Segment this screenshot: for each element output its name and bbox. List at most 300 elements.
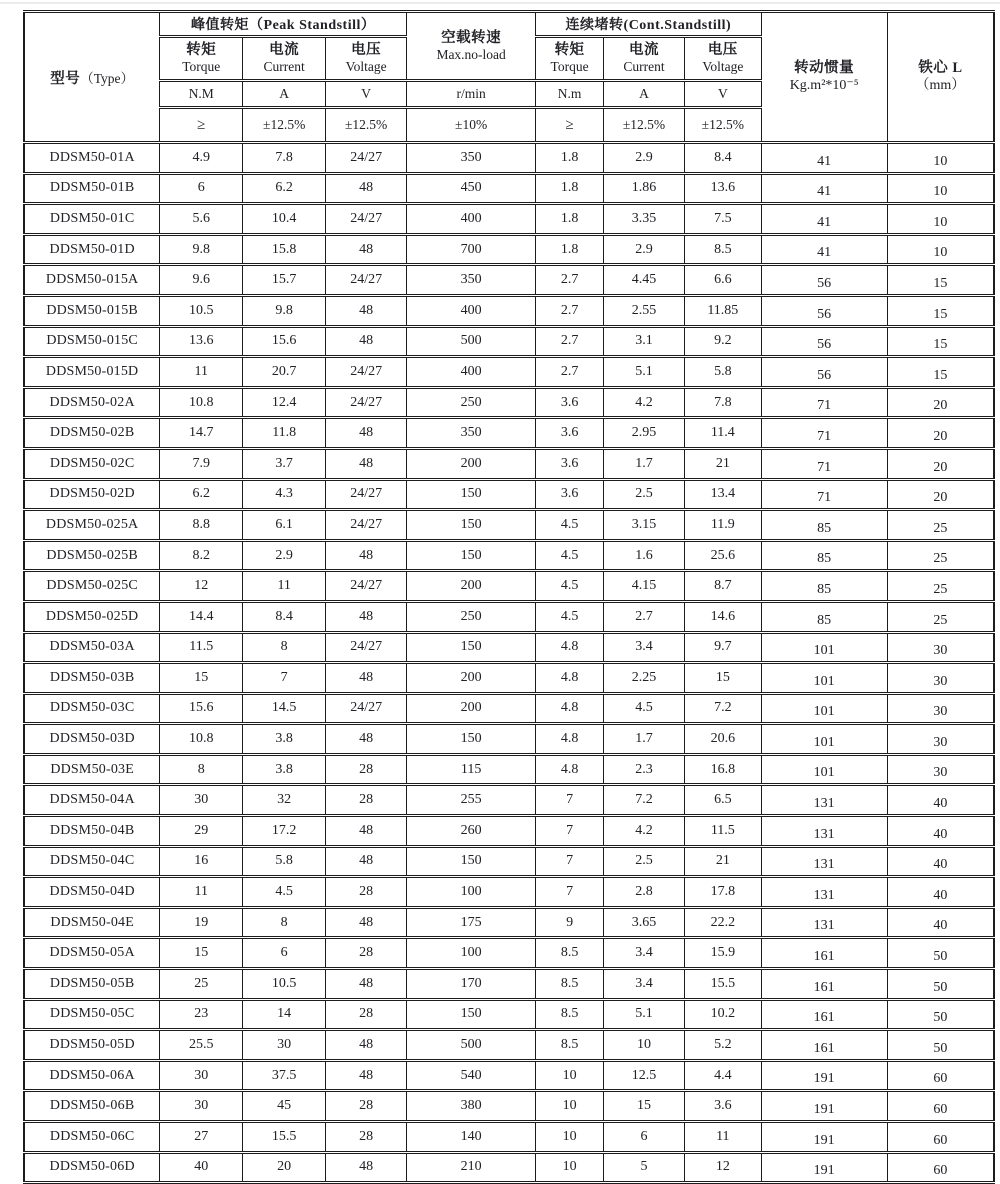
cell-type: DDSM50-01C bbox=[24, 204, 160, 235]
table-row bbox=[24, 387, 994, 418]
cell-peak-current: 4.5 bbox=[243, 877, 326, 908]
cell-core-length: 20 bbox=[887, 448, 994, 479]
cell-noload-speed: 255 bbox=[407, 785, 536, 816]
table-row bbox=[24, 479, 994, 510]
cell-cont-voltage: 16.8 bbox=[685, 754, 762, 785]
cell-peak-current: 2.9 bbox=[243, 540, 326, 571]
cell-cont-voltage: 21 bbox=[685, 448, 762, 479]
cell-inertia: 41 bbox=[761, 173, 887, 204]
cell-peak-current: 8 bbox=[243, 632, 326, 663]
cell-peak-current: 6.2 bbox=[243, 173, 326, 204]
tol-cont-voltage: ±12.5% bbox=[685, 108, 762, 143]
header-peak-torque-cn: 转矩 bbox=[186, 42, 217, 58]
cell-noload-speed: 260 bbox=[407, 816, 536, 847]
cell-peak-voltage: 48 bbox=[326, 418, 407, 449]
cell-noload-speed: 150 bbox=[407, 999, 536, 1030]
cell-inertia: 71 bbox=[761, 387, 887, 418]
cell-inertia: 101 bbox=[761, 632, 887, 663]
cell-noload-speed: 380 bbox=[407, 1091, 536, 1122]
cell-cont-torque: 4.5 bbox=[536, 540, 604, 571]
cell-inertia: 85 bbox=[761, 571, 887, 602]
cell-peak-current: 11.8 bbox=[243, 418, 326, 449]
cell-peak-current: 4.3 bbox=[243, 479, 326, 510]
cell-cont-current: 4.45 bbox=[604, 265, 685, 296]
cell-cont-current: 2.9 bbox=[604, 143, 685, 174]
table-row bbox=[24, 357, 994, 388]
cell-type: DDSM50-04C bbox=[24, 846, 160, 877]
tol-peak-current: ±12.5% bbox=[243, 108, 326, 143]
cell-cont-current: 4.5 bbox=[604, 693, 685, 724]
cell-core-length: 25 bbox=[887, 571, 994, 602]
cell-inertia: 131 bbox=[761, 846, 887, 877]
cell-noload-speed: 150 bbox=[407, 510, 536, 541]
cell-cont-torque: 4.8 bbox=[536, 754, 604, 785]
cell-peak-torque: 27 bbox=[160, 1122, 243, 1153]
cell-cont-voltage: 6.5 bbox=[685, 785, 762, 816]
cell-peak-voltage: 48 bbox=[326, 663, 407, 694]
cell-cont-current: 6 bbox=[604, 1122, 685, 1153]
cell-cont-torque: 3.6 bbox=[536, 387, 604, 418]
cell-cont-voltage: 13.6 bbox=[685, 173, 762, 204]
cell-core-length: 40 bbox=[887, 907, 994, 938]
cell-noload-speed: 250 bbox=[407, 387, 536, 418]
header-inertia-unit: Kg.m²*10⁻⁵ bbox=[789, 78, 859, 94]
cell-cont-torque: 3.6 bbox=[536, 479, 604, 510]
cell-core-length: 50 bbox=[887, 969, 994, 1000]
cell-inertia: 85 bbox=[761, 510, 887, 541]
cell-type: DDSM50-02A bbox=[24, 387, 160, 418]
cell-core-length: 25 bbox=[887, 510, 994, 541]
cell-cont-current: 2.55 bbox=[604, 295, 685, 326]
cell-noload-speed: 350 bbox=[407, 143, 536, 174]
cell-cont-voltage: 11.9 bbox=[685, 510, 762, 541]
cell-cont-voltage: 8.4 bbox=[685, 143, 762, 174]
cell-cont-current: 2.5 bbox=[604, 479, 685, 510]
cell-peak-voltage: 48 bbox=[326, 816, 407, 847]
header-cont-torque-en: Torque bbox=[550, 59, 589, 75]
cell-peak-current: 45 bbox=[243, 1091, 326, 1122]
cell-cont-current: 2.7 bbox=[604, 601, 685, 632]
cell-cont-torque: 4.8 bbox=[536, 632, 604, 663]
cell-cont-voltage: 12 bbox=[685, 1152, 762, 1183]
table-row bbox=[24, 632, 994, 663]
cell-noload-speed: 700 bbox=[407, 234, 536, 265]
cell-core-length: 10 bbox=[887, 173, 994, 204]
cell-peak-torque: 12 bbox=[160, 571, 243, 602]
cell-core-length: 15 bbox=[887, 326, 994, 357]
cell-peak-current: 6.1 bbox=[243, 510, 326, 541]
cell-inertia: 56 bbox=[761, 265, 887, 296]
cell-cont-current: 2.5 bbox=[604, 846, 685, 877]
cell-core-length: 10 bbox=[887, 234, 994, 265]
cell-cont-torque: 4.8 bbox=[536, 693, 604, 724]
cell-cont-torque: 10 bbox=[536, 1122, 604, 1153]
cell-noload-speed: 200 bbox=[407, 448, 536, 479]
cell-noload-speed: 170 bbox=[407, 969, 536, 1000]
cell-cont-voltage: 6.6 bbox=[685, 265, 762, 296]
cell-noload-speed: 100 bbox=[407, 877, 536, 908]
cell-peak-current: 3.8 bbox=[243, 724, 326, 755]
cell-noload-speed: 350 bbox=[407, 418, 536, 449]
cell-core-length: 15 bbox=[887, 357, 994, 388]
table-row bbox=[24, 571, 994, 602]
cell-type: DDSM50-05C bbox=[24, 999, 160, 1030]
header-peak-current bbox=[243, 37, 326, 81]
cell-peak-torque: 30 bbox=[160, 1091, 243, 1122]
table-row bbox=[24, 877, 994, 908]
table-row bbox=[24, 1091, 994, 1122]
table-row bbox=[24, 1122, 994, 1153]
cell-type: DDSM50-025D bbox=[24, 601, 160, 632]
cell-type: DDSM50-05A bbox=[24, 938, 160, 969]
cell-core-length: 40 bbox=[887, 785, 994, 816]
cell-inertia: 56 bbox=[761, 357, 887, 388]
cell-type: DDSM50-01A bbox=[24, 143, 160, 174]
cell-type: DDSM50-02D bbox=[24, 479, 160, 510]
cell-cont-voltage: 7.2 bbox=[685, 693, 762, 724]
cell-type: DDSM50-05D bbox=[24, 1030, 160, 1061]
cell-peak-current: 20.7 bbox=[243, 357, 326, 388]
cell-peak-current: 11 bbox=[243, 571, 326, 602]
header-type-en: （Type） bbox=[80, 70, 135, 86]
unit-cont-torque: N.m bbox=[536, 81, 604, 108]
spec-table bbox=[23, 10, 995, 1184]
cell-cont-current: 2.8 bbox=[604, 877, 685, 908]
cell-peak-torque: 30 bbox=[160, 1060, 243, 1091]
header-peak-current-en: Current bbox=[263, 59, 305, 75]
header-peak-voltage-cn: 电压 bbox=[351, 42, 382, 58]
cell-type: DDSM50-02B bbox=[24, 418, 160, 449]
cell-peak-current: 10.4 bbox=[243, 204, 326, 235]
cell-noload-speed: 540 bbox=[407, 1060, 536, 1091]
cell-peak-voltage: 48 bbox=[326, 1030, 407, 1061]
cell-cont-torque: 8.5 bbox=[536, 1030, 604, 1061]
cell-peak-current: 15.6 bbox=[243, 326, 326, 357]
cell-inertia: 191 bbox=[761, 1091, 887, 1122]
cell-cont-torque: 7 bbox=[536, 785, 604, 816]
cell-peak-voltage: 24/27 bbox=[326, 204, 407, 235]
cell-cont-current: 4.2 bbox=[604, 387, 685, 418]
header-type-cn: 型号 bbox=[50, 70, 81, 87]
cell-cont-torque: 8.5 bbox=[536, 938, 604, 969]
cell-noload-speed: 400 bbox=[407, 357, 536, 388]
cell-noload-speed: 200 bbox=[407, 571, 536, 602]
cell-peak-torque: 25.5 bbox=[160, 1030, 243, 1061]
table-row bbox=[24, 999, 994, 1030]
cell-type: DDSM50-03C bbox=[24, 693, 160, 724]
cell-peak-current: 30 bbox=[243, 1030, 326, 1061]
cell-type: DDSM50-025A bbox=[24, 510, 160, 541]
cell-cont-current: 7.2 bbox=[604, 785, 685, 816]
cell-peak-voltage: 28 bbox=[326, 754, 407, 785]
cell-cont-voltage: 8.5 bbox=[685, 234, 762, 265]
cell-peak-voltage: 28 bbox=[326, 1091, 407, 1122]
cell-cont-voltage: 15.9 bbox=[685, 938, 762, 969]
cell-cont-torque: 2.7 bbox=[536, 295, 604, 326]
cell-noload-speed: 200 bbox=[407, 663, 536, 694]
cell-inertia: 41 bbox=[761, 204, 887, 235]
cell-peak-voltage: 28 bbox=[326, 877, 407, 908]
cell-peak-current: 8.4 bbox=[243, 601, 326, 632]
cell-peak-current: 20 bbox=[243, 1152, 326, 1183]
cell-peak-torque: 5.6 bbox=[160, 204, 243, 235]
cell-cont-voltage: 9.2 bbox=[685, 326, 762, 357]
cell-cont-voltage: 11.85 bbox=[685, 295, 762, 326]
cell-peak-current: 7 bbox=[243, 663, 326, 694]
header-noload-en: Max.no-load bbox=[436, 46, 506, 62]
cell-noload-speed: 500 bbox=[407, 326, 536, 357]
unit-peak-torque: N.M bbox=[160, 81, 243, 108]
cell-peak-torque: 11.5 bbox=[160, 632, 243, 663]
cell-peak-voltage: 48 bbox=[326, 448, 407, 479]
cell-peak-torque: 8 bbox=[160, 754, 243, 785]
cell-peak-voltage: 24/27 bbox=[326, 693, 407, 724]
header-cont-voltage-en: Voltage bbox=[702, 59, 744, 75]
cell-peak-voltage: 28 bbox=[326, 999, 407, 1030]
cell-core-length: 50 bbox=[887, 938, 994, 969]
header-inertia bbox=[761, 12, 887, 143]
cell-peak-voltage: 48 bbox=[326, 540, 407, 571]
cell-peak-voltage: 48 bbox=[326, 969, 407, 1000]
cell-core-length: 50 bbox=[887, 1030, 994, 1061]
cell-peak-current: 15.7 bbox=[243, 265, 326, 296]
cell-peak-voltage: 24/27 bbox=[326, 357, 407, 388]
unit-cont-voltage: V bbox=[685, 81, 762, 108]
cell-cont-current: 5.1 bbox=[604, 357, 685, 388]
cell-peak-voltage: 48 bbox=[326, 295, 407, 326]
cell-cont-torque: 4.8 bbox=[536, 663, 604, 694]
cell-peak-torque: 25 bbox=[160, 969, 243, 1000]
table-row bbox=[24, 816, 994, 847]
cell-peak-torque: 30 bbox=[160, 785, 243, 816]
cell-cont-voltage: 7.5 bbox=[685, 204, 762, 235]
cell-cont-torque: 3.6 bbox=[536, 448, 604, 479]
header-cont-torque bbox=[536, 37, 604, 81]
cell-type: DDSM50-05B bbox=[24, 969, 160, 1000]
header-cont-group-label: 连续堵转(Cont.Standstill) bbox=[565, 18, 732, 33]
cell-noload-speed: 140 bbox=[407, 1122, 536, 1153]
unit-cont-current: A bbox=[604, 81, 685, 108]
cell-peak-torque: 9.6 bbox=[160, 265, 243, 296]
tol-cont-current: ±12.5% bbox=[604, 108, 685, 143]
tol-noload-speed: ±10% bbox=[407, 108, 536, 143]
table-row bbox=[24, 693, 994, 724]
header-peak-torque-en: Torque bbox=[182, 59, 221, 75]
cell-peak-torque: 10.8 bbox=[160, 724, 243, 755]
cell-noload-speed: 250 bbox=[407, 601, 536, 632]
cell-peak-torque: 6.2 bbox=[160, 479, 243, 510]
cell-peak-voltage: 48 bbox=[326, 1060, 407, 1091]
table-row bbox=[24, 204, 994, 235]
table-row bbox=[24, 601, 994, 632]
cell-cont-current: 3.15 bbox=[604, 510, 685, 541]
cell-inertia: 131 bbox=[761, 816, 887, 847]
header-peak-torque bbox=[160, 37, 243, 81]
cell-peak-torque: 15.6 bbox=[160, 693, 243, 724]
cell-noload-speed: 150 bbox=[407, 724, 536, 755]
cell-peak-current: 14.5 bbox=[243, 693, 326, 724]
cell-noload-speed: 200 bbox=[407, 693, 536, 724]
table-row bbox=[24, 1060, 994, 1091]
cell-type: DDSM50-04E bbox=[24, 907, 160, 938]
unit-peak-voltage: V bbox=[326, 81, 407, 108]
table-row bbox=[24, 295, 994, 326]
cell-peak-current: 8 bbox=[243, 907, 326, 938]
cell-type: DDSM50-015C bbox=[24, 326, 160, 357]
cell-type: DDSM50-03B bbox=[24, 663, 160, 694]
cell-core-length: 25 bbox=[887, 540, 994, 571]
header-peak-group bbox=[160, 12, 407, 37]
cell-cont-torque: 8.5 bbox=[536, 999, 604, 1030]
table-row bbox=[24, 724, 994, 755]
cell-peak-torque: 19 bbox=[160, 907, 243, 938]
cell-cont-voltage: 4.4 bbox=[685, 1060, 762, 1091]
cell-peak-current: 10.5 bbox=[243, 969, 326, 1000]
cell-cont-current: 3.4 bbox=[604, 938, 685, 969]
cell-cont-current: 3.4 bbox=[604, 632, 685, 663]
tol-peak-torque: ≥ bbox=[160, 108, 243, 143]
header-peak-current-cn: 电流 bbox=[269, 42, 300, 58]
cell-noload-speed: 210 bbox=[407, 1152, 536, 1183]
cell-type: DDSM50-04A bbox=[24, 785, 160, 816]
cell-cont-torque: 7 bbox=[536, 816, 604, 847]
cell-type: DDSM50-025C bbox=[24, 571, 160, 602]
cell-peak-torque: 8.8 bbox=[160, 510, 243, 541]
cell-noload-speed: 100 bbox=[407, 938, 536, 969]
cell-inertia: 131 bbox=[761, 877, 887, 908]
table-row bbox=[24, 173, 994, 204]
cell-cont-torque: 7 bbox=[536, 877, 604, 908]
cell-cont-voltage: 5.8 bbox=[685, 357, 762, 388]
cell-cont-current: 3.35 bbox=[604, 204, 685, 235]
cell-cont-torque: 1.8 bbox=[536, 173, 604, 204]
header-inertia-cn: 转动惯量 bbox=[794, 60, 855, 77]
cell-cont-current: 1.6 bbox=[604, 540, 685, 571]
cell-core-length: 40 bbox=[887, 816, 994, 847]
table-row bbox=[24, 754, 994, 785]
cell-noload-speed: 150 bbox=[407, 846, 536, 877]
cell-cont-torque: 4.5 bbox=[536, 571, 604, 602]
cell-peak-torque: 10.8 bbox=[160, 387, 243, 418]
cell-peak-voltage: 48 bbox=[326, 724, 407, 755]
header-cont-voltage bbox=[685, 37, 762, 81]
cell-type: DDSM50-01B bbox=[24, 173, 160, 204]
cell-core-length: 30 bbox=[887, 663, 994, 694]
cell-noload-speed: 500 bbox=[407, 1030, 536, 1061]
cell-cont-torque: 4.8 bbox=[536, 724, 604, 755]
cell-type: DDSM50-04D bbox=[24, 877, 160, 908]
cell-type: DDSM50-03E bbox=[24, 754, 160, 785]
cell-cont-torque: 10 bbox=[536, 1060, 604, 1091]
cell-noload-speed: 450 bbox=[407, 173, 536, 204]
cell-cont-voltage: 22.2 bbox=[685, 907, 762, 938]
cell-cont-voltage: 13.4 bbox=[685, 479, 762, 510]
tol-peak-voltage: ±12.5% bbox=[326, 108, 407, 143]
cell-cont-current: 4.2 bbox=[604, 816, 685, 847]
cell-cont-torque: 1.8 bbox=[536, 143, 604, 174]
tol-cont-torque: ≥ bbox=[536, 108, 604, 143]
cell-inertia: 191 bbox=[761, 1060, 887, 1091]
cell-inertia: 131 bbox=[761, 907, 887, 938]
cell-peak-torque: 14.7 bbox=[160, 418, 243, 449]
header-peak-group-label: 峰值转矩（Peak Standstill） bbox=[191, 18, 376, 33]
cell-cont-current: 2.9 bbox=[604, 234, 685, 265]
cell-peak-current: 15.8 bbox=[243, 234, 326, 265]
cell-type: DDSM50-06A bbox=[24, 1060, 160, 1091]
cell-core-length: 25 bbox=[887, 601, 994, 632]
cell-peak-current: 14 bbox=[243, 999, 326, 1030]
cell-type: DDSM50-015B bbox=[24, 295, 160, 326]
cell-core-length: 20 bbox=[887, 387, 994, 418]
cell-cont-voltage: 11.4 bbox=[685, 418, 762, 449]
header-peak-voltage-en: Voltage bbox=[345, 59, 387, 75]
cell-cont-voltage: 3.6 bbox=[685, 1091, 762, 1122]
cell-peak-voltage: 24/27 bbox=[326, 265, 407, 296]
spec-table-body bbox=[24, 143, 994, 1183]
cell-core-length: 10 bbox=[887, 143, 994, 174]
cell-peak-current: 6 bbox=[243, 938, 326, 969]
cell-cont-torque: 1.8 bbox=[536, 234, 604, 265]
cell-cont-voltage: 15.5 bbox=[685, 969, 762, 1000]
cell-noload-speed: 400 bbox=[407, 204, 536, 235]
cell-peak-voltage: 48 bbox=[326, 907, 407, 938]
cell-peak-torque: 40 bbox=[160, 1152, 243, 1183]
cell-cont-current: 3.4 bbox=[604, 969, 685, 1000]
cell-noload-speed: 150 bbox=[407, 540, 536, 571]
cell-cont-torque: 9 bbox=[536, 907, 604, 938]
cell-peak-torque: 4.9 bbox=[160, 143, 243, 174]
header-core bbox=[887, 12, 994, 143]
cell-cont-torque: 4.5 bbox=[536, 510, 604, 541]
cell-inertia: 131 bbox=[761, 785, 887, 816]
cell-cont-voltage: 20.6 bbox=[685, 724, 762, 755]
cell-cont-current: 1.86 bbox=[604, 173, 685, 204]
cell-cont-current: 12.5 bbox=[604, 1060, 685, 1091]
spec-table-header bbox=[24, 12, 994, 143]
cell-noload-speed: 175 bbox=[407, 907, 536, 938]
cell-peak-voltage: 48 bbox=[326, 173, 407, 204]
cell-peak-voltage: 24/27 bbox=[326, 143, 407, 174]
cell-peak-torque: 15 bbox=[160, 938, 243, 969]
cell-peak-current: 17.2 bbox=[243, 816, 326, 847]
unit-noload-speed: r/min bbox=[407, 81, 536, 108]
cell-core-length: 15 bbox=[887, 265, 994, 296]
header-core-cn: 铁心 L bbox=[918, 60, 963, 77]
table-row bbox=[24, 418, 994, 449]
cell-cont-voltage: 5.2 bbox=[685, 1030, 762, 1061]
table-row bbox=[24, 846, 994, 877]
cell-type: DDSM50-01D bbox=[24, 234, 160, 265]
cell-type: DDSM50-06C bbox=[24, 1122, 160, 1153]
cell-inertia: 41 bbox=[761, 234, 887, 265]
cell-cont-current: 5.1 bbox=[604, 999, 685, 1030]
header-cont-group bbox=[536, 12, 762, 37]
cell-peak-current: 5.8 bbox=[243, 846, 326, 877]
cell-peak-voltage: 24/27 bbox=[326, 479, 407, 510]
cell-inertia: 101 bbox=[761, 754, 887, 785]
cell-peak-voltage: 48 bbox=[326, 601, 407, 632]
table-row bbox=[24, 540, 994, 571]
cell-peak-torque: 14.4 bbox=[160, 601, 243, 632]
table-row bbox=[24, 234, 994, 265]
cell-peak-current: 9.8 bbox=[243, 295, 326, 326]
cell-cont-torque: 10 bbox=[536, 1091, 604, 1122]
cell-inertia: 101 bbox=[761, 663, 887, 694]
cell-cont-torque: 2.7 bbox=[536, 357, 604, 388]
cell-cont-current: 2.25 bbox=[604, 663, 685, 694]
cell-inertia: 85 bbox=[761, 601, 887, 632]
cell-peak-voltage: 28 bbox=[326, 1122, 407, 1153]
